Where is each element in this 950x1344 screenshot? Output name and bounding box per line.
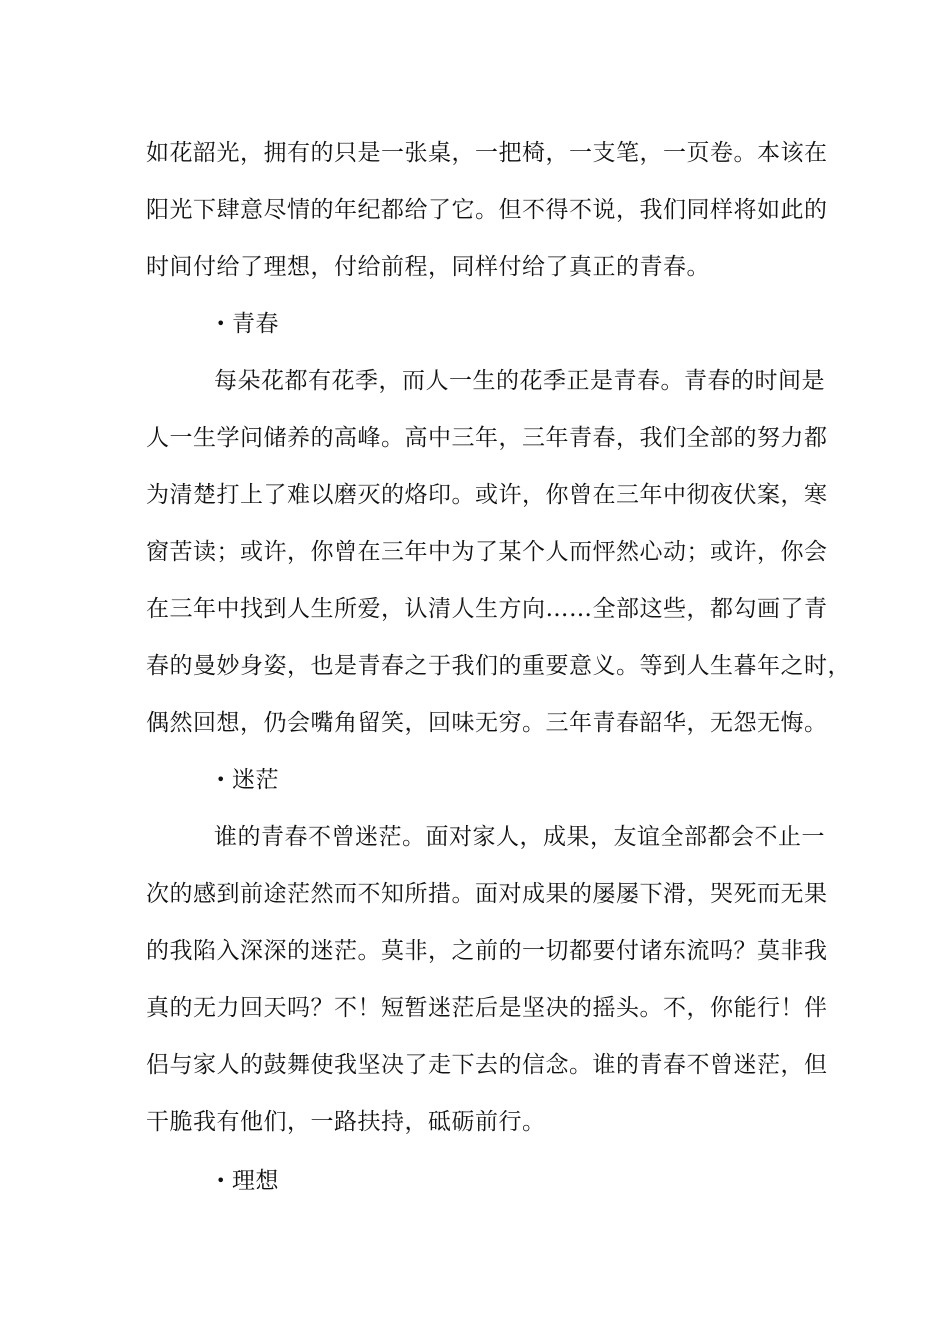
section-heading-text: 青春 [232,311,279,337]
body-text-line: 为清楚打上了难以磨灭的烙印。或许，你曾在三年中彻夜伏案，寒 [146,482,828,508]
body-text-line: 每朵花都有花季，而人一生的花季正是青春。青春的时间是 [214,368,825,394]
body-text-line: 侣与家人的鼓舞使我坚决了走下去的信念。谁的青春不曾迷茫，但 [146,1052,828,1078]
body-text-line: 人一生学问储养的高峰。高中三年，三年青春，我们全部的努力都 [146,425,828,451]
body-text-line: 在三年中找到人生所爱，认清人生方向……全部这些，都勾画了青 [146,596,828,622]
body-text-line: 真的无力回天吗？不！短暂迷茫后是坚决的摇头。不，你能行！伴 [146,995,828,1021]
section-heading-lixiang [216,1166,896,1196]
body-text-line: 次的感到前途茫然而不知所措。面对成果的屡屡下滑，哭死而无果 [146,881,828,907]
body-text-line: 窗苦读；或许，你曾在三年中为了某个人而怦然心动；或许，你会 [146,539,828,565]
body-text-line: 的我陷入深深的迷茫。莫非，之前的一切都要付诸东流吗？莫非我 [146,938,828,964]
body-text-line: 干脆我有他们，一路扶持，砥砺前行。 [146,1109,546,1135]
section-heading-text: 理想 [232,1168,279,1194]
bullet-icon: • [216,770,226,789]
bullet-icon: • [216,1171,226,1190]
section-heading-qingchun [216,309,896,339]
body-text-line: 时间付给了理想，付给前程，同样付给了真正的青春。 [146,254,710,280]
section-heading-mimang [216,765,896,795]
bullet-icon: • [216,314,226,333]
body-text-line: 如花韶光，拥有的只是一张桌，一把椅，一支笔，一页卷。本该在 [146,140,828,166]
section-heading-text: 迷茫 [232,767,279,793]
body-text-line: 偶然回想，仍会嘴角留笑，回味无穷。三年青春韶华，无怨无悔。 [146,710,828,736]
body-text-line: 谁的青春不曾迷茫。面对家人，成果，友谊全部都会不止一 [214,824,825,850]
body-text-line: 阳光下肆意尽情的年纪都给了它。但不得不说，我们同样将如此的 [146,197,828,223]
body-text-line: 春的曼妙身姿，也是青春之于我们的重要意义。等到人生暮年之时， [146,653,851,679]
